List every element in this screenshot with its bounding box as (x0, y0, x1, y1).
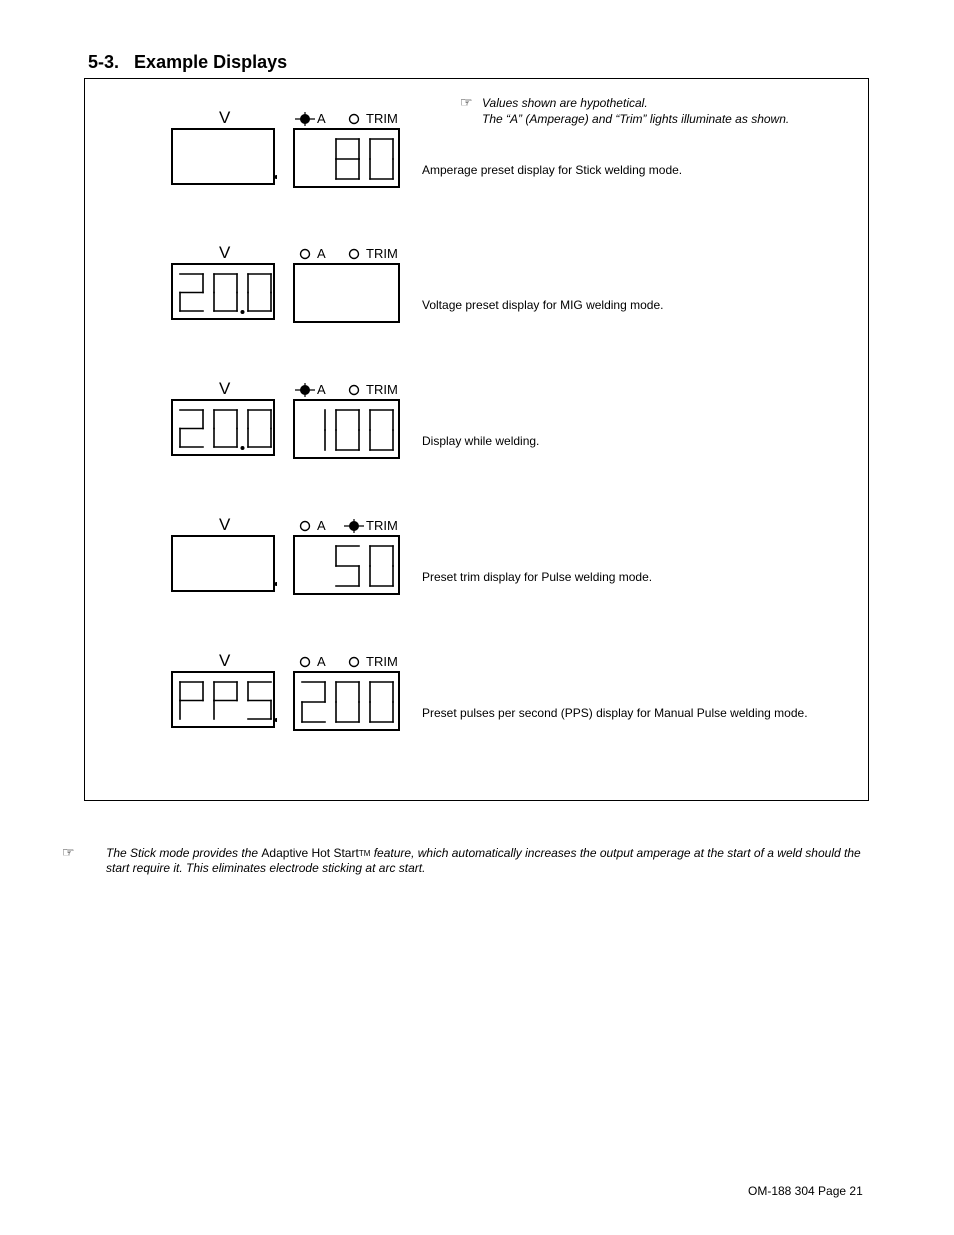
hot-start-note (62, 844, 874, 876)
amps-label: A (317, 654, 326, 670)
trim-light-icon (344, 112, 366, 126)
trim-indicator (344, 245, 398, 261)
volts-display (171, 399, 275, 456)
amps-light-icon (295, 519, 317, 533)
amps-display (293, 128, 400, 188)
volts-label: V (219, 108, 231, 127)
example-description: Preset pulses per second (PPS) display for Manual Pulse welding mode. (422, 706, 808, 720)
example-row (168, 243, 848, 343)
trim-light-icon (344, 655, 366, 669)
amps-label: A (317, 246, 326, 262)
example-description: Amperage preset display for Stick welding mode. (422, 163, 683, 177)
example-row (168, 515, 848, 615)
amps-light-icon (295, 655, 317, 669)
example-description: Preset trim display for Pulse welding mode. (422, 570, 653, 584)
footnote-feature-name: Adaptive Hot Start (261, 846, 359, 860)
trim-indicator (344, 517, 398, 533)
volts-display (171, 535, 275, 592)
volts-label: V (219, 379, 231, 398)
trim-light-icon (344, 519, 366, 533)
amps-display (293, 671, 400, 731)
trim-label: TRIM (366, 111, 398, 127)
trim-indicator (344, 110, 398, 126)
pointing-hand-icon: ☞ (62, 844, 75, 860)
trim-label: TRIM (366, 246, 398, 262)
note-line-1: Values shown are hypothetical. (482, 96, 648, 110)
amps-display (293, 399, 400, 459)
trim-light-icon (344, 247, 366, 261)
page-number: OM-188 304 Page 21 (748, 1184, 863, 1198)
note-line-2: The “A” (Amperage) and “Trim” lights illuminate as shown. (482, 112, 790, 126)
example-description: Voltage preset display for MIG welding mode. (422, 298, 664, 312)
trim-label: TRIM (366, 518, 398, 534)
amps-light-icon (295, 247, 317, 261)
amps-indicator (295, 245, 326, 261)
trim-indicator (344, 653, 398, 669)
amps-display (293, 535, 400, 595)
section-heading (88, 52, 287, 73)
amps-indicator (295, 381, 326, 397)
amps-label: A (317, 518, 326, 534)
volts-display (171, 128, 275, 185)
example-row (168, 651, 848, 751)
amps-display (293, 263, 400, 323)
volts-display (171, 263, 275, 320)
trademark-mark: TM (358, 849, 371, 858)
section-title: Example Displays (134, 52, 288, 72)
footnote-part-3: feature, which automatically increases the output amperage at the start of a weld should the start require it. This eliminates electrode sticking at arc start. (106, 846, 861, 875)
footnote-part-1: The Stick mode provides the (106, 846, 259, 860)
amps-indicator (295, 653, 326, 669)
amps-indicator (295, 110, 326, 126)
section-number: 5-3. (88, 52, 120, 72)
trim-indicator (344, 381, 398, 397)
trim-label: TRIM (366, 654, 398, 670)
amps-indicator (295, 517, 326, 533)
example-row (168, 108, 848, 208)
pointing-hand-icon: ☞ (460, 94, 473, 110)
amps-light-icon (295, 112, 317, 126)
volts-label: V (219, 243, 231, 262)
amps-label: A (317, 382, 326, 398)
volts-label: V (219, 651, 231, 670)
amps-light-icon (295, 383, 317, 397)
volts-display (171, 671, 275, 728)
example-row (168, 379, 848, 479)
trim-light-icon (344, 383, 366, 397)
volts-label: V (219, 515, 231, 534)
trim-label: TRIM (366, 382, 398, 398)
amps-label: A (317, 111, 326, 127)
example-description: Display while welding. (422, 434, 540, 448)
